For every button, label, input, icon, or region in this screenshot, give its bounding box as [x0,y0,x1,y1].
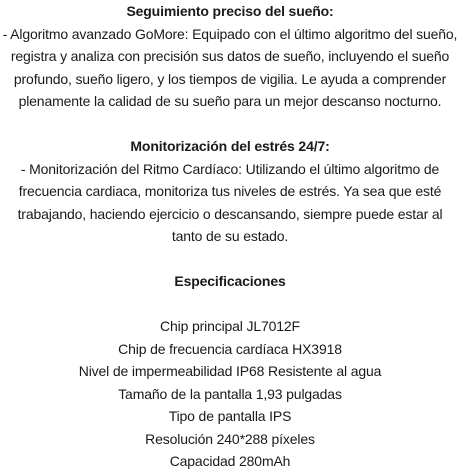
sleep-tracking-text: - Algoritmo avanzado GoMore: Equipado con el último algoritmo del sueño, registra y analiza con precisión sus datos de sueño, incluyendo el sueño profundo, sueño ligero, y los tiempos de vigilia. Le ayuda a comprender plenamente la calidad de su sueño para un mejor descanso nocturno. [2,25,458,109]
spacer [0,113,460,136]
spec-screen-size: Tamaño de la pantalla 1,93 pulgadas [118,385,342,402]
sleep-tracking-heading: Seguimiento preciso del sueño: [126,3,334,19]
specifications-heading: Especificaciones [174,273,286,289]
spec-screen-type: Tipo de pantalla IPS [168,408,292,424]
stress-monitoring-heading: Monitorización del estrés 24/7: [130,138,330,154]
spec-heart-rate-chip: Chip de frecuencia cardíaca HX3918 [118,340,342,357]
specifications-list [0,315,460,473]
spacer [0,293,460,316]
spec-resolution: Resolución 240*288 píxeles [145,430,315,447]
spec-waterproof-level: Nivel de impermeabilidad IP68 Resistente al agua [78,363,382,379]
spacer [0,248,460,271]
spec-battery-capacity: Capacidad 280mAh [169,453,291,469]
spec-main-chip: Chip principal JL7012F [160,318,300,334]
stress-monitoring-text: - Monitorización del Ritmo Cardíaco: Utilizando el último algoritmo de frecuencia cardiaca, monitoriza tus niveles de estrés. Ya sea que esté trabajando, haciendo ejercicio o descansando, siempre puede estar al tanto de su estado. [17,160,443,244]
